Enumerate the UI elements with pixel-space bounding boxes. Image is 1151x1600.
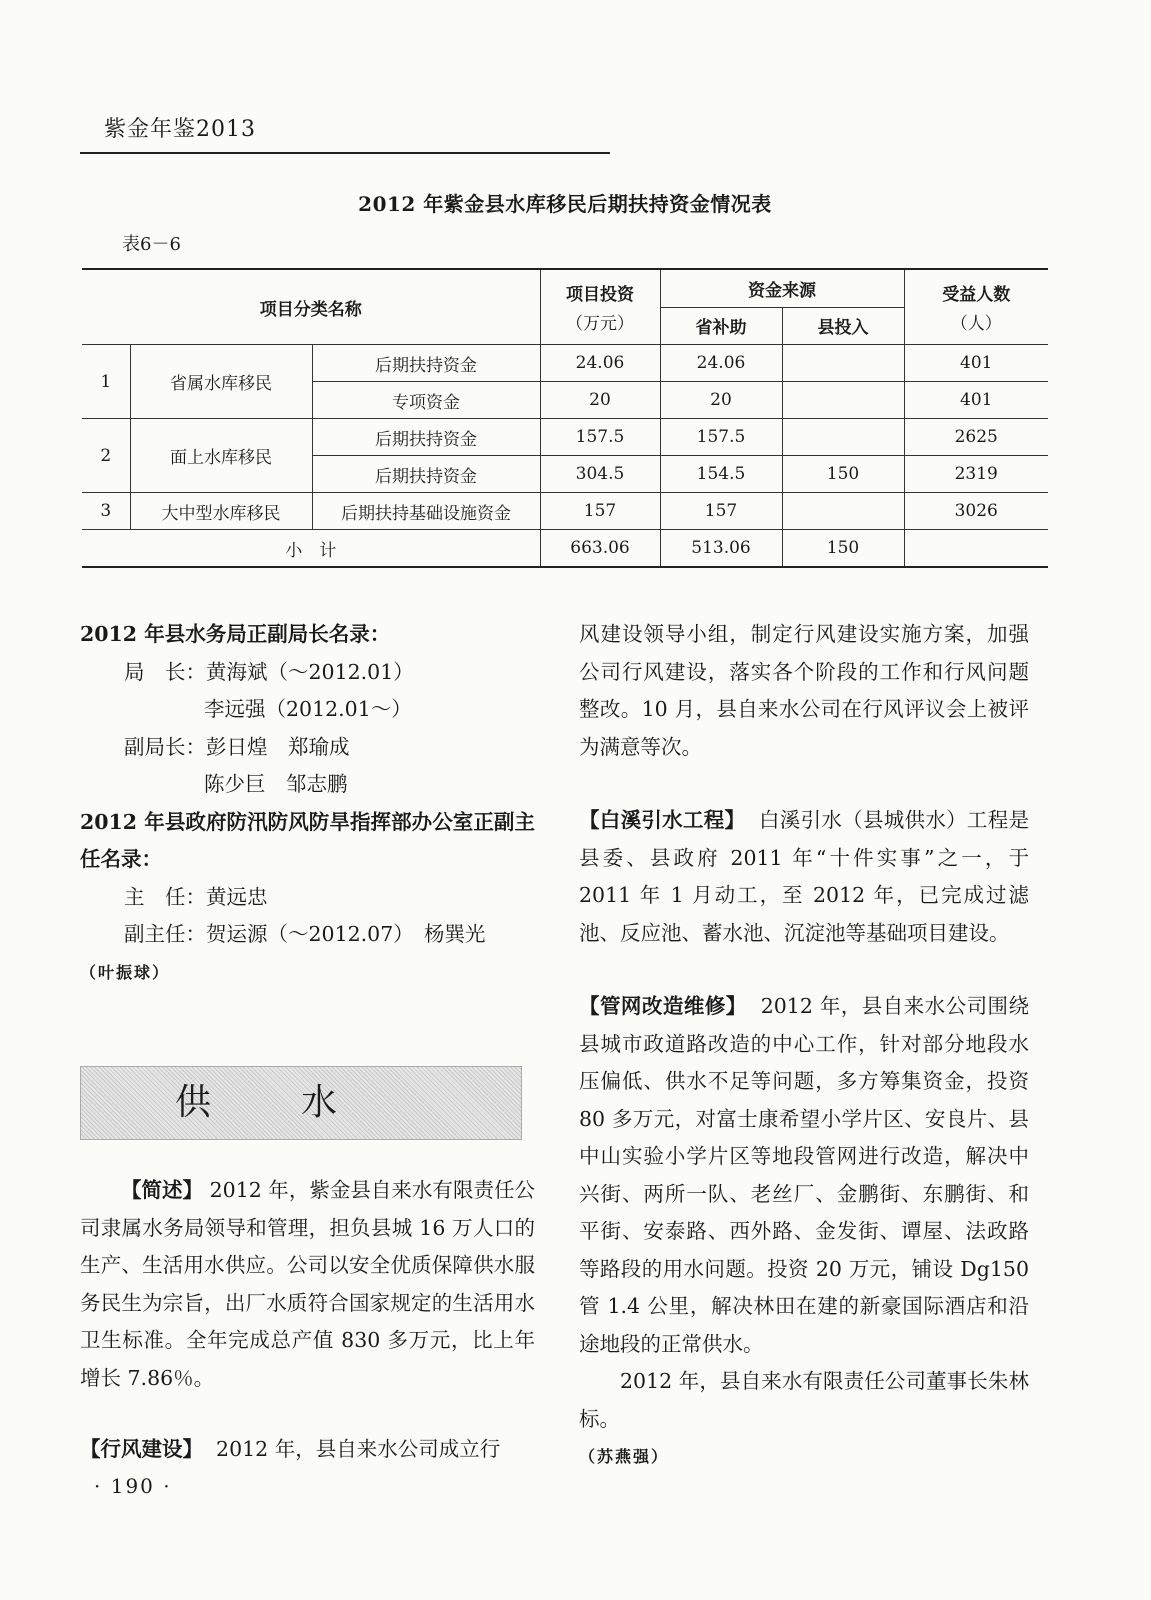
- row-county: [782, 493, 904, 530]
- intro-text: 2012 年，紫金县自来水有限责任公司隶属水务局领导和管理，担负县城 16 万人口的生产、生活用水供应。公司以安全优质保障供水服务民生为宗旨，出厂水质符合国家规定的生活用水卫生标准。全年完成总产值 830 多万元，比上年增长 7.86％。: [80, 1178, 535, 1390]
- intro-tag: 【简述】: [121, 1178, 204, 1202]
- baixi-paragraph: [579, 802, 1029, 952]
- group-no: 2: [82, 419, 130, 493]
- deputy-line-1: 副局长：彭日煌 郑瑜成: [124, 734, 350, 759]
- total-investment: 663.06: [540, 530, 660, 568]
- left-column-lower: [80, 1172, 535, 1469]
- group-name: 面上水库移民: [130, 419, 312, 493]
- row-beneficiaries: 401: [904, 382, 1048, 419]
- section-banner: 供水: [80, 1066, 522, 1140]
- row-investment: 304.5: [540, 456, 660, 493]
- header-county: 县投入: [782, 307, 904, 345]
- row-beneficiaries: 2625: [904, 419, 1048, 456]
- flood-heading: 2012 年县政府防汛防风防旱指挥部办公室正副主任名录：: [80, 809, 535, 871]
- row-beneficiaries: 401: [904, 345, 1048, 382]
- header-category: 项目分类名称: [82, 269, 540, 345]
- group-no: 3: [82, 493, 130, 530]
- bureau-heading: 2012 年县水务局正副局长名录：: [80, 622, 391, 646]
- row-beneficiaries: 2319: [904, 456, 1048, 493]
- row-county: [782, 382, 904, 419]
- conduct-tag: 【行风建设】: [80, 1437, 203, 1461]
- table-row: [82, 345, 1048, 382]
- total-label: 小 计: [82, 530, 540, 568]
- conduct-paragraph: [80, 1431, 535, 1469]
- row-investment: 157.5: [540, 419, 660, 456]
- baixi-text: 白溪引水（县城供水）工程是县委、县政府 2011 年“十件实事”之一，于 2011 年 1 月动工，至 2012 年，已完成过滤池、反应池、蓄水池、沉淀池等基础项目建设。: [579, 808, 1030, 945]
- row-provincial: 154.5: [660, 456, 782, 493]
- chairman-paragraph: 2012 年，县自来水有限责任公司董事长朱林标。: [579, 1369, 1029, 1431]
- deputy-line-2: 陈少巨 邹志鹏: [204, 772, 348, 796]
- row-provincial: 157: [660, 493, 782, 530]
- total-provincial: 513.06: [660, 530, 782, 568]
- signature-1: （叶振球）: [80, 962, 171, 982]
- group-no: 1: [82, 345, 130, 419]
- vice-line: 副主任：贺运源（～2012.07） 杨巽光: [124, 922, 486, 946]
- total-beneficiaries: [904, 530, 1048, 568]
- row-provincial: 157.5: [660, 419, 782, 456]
- table-label: 表6－6: [122, 234, 181, 255]
- chief-line: 主 任：黄远忠: [124, 884, 268, 909]
- header-beneficiaries-label: 受益人数: [942, 285, 1011, 305]
- page-number: · 190 ·: [94, 1474, 172, 1498]
- pipe-paragraph: [579, 988, 1029, 1363]
- row-beneficiaries: 3026: [904, 493, 1048, 530]
- row-provincial: 20: [660, 382, 782, 419]
- group-name: 省属水库移民: [130, 345, 312, 419]
- table-row: [82, 419, 1048, 456]
- table-total-row: [82, 530, 1048, 568]
- running-header: 紫金年鉴2013: [104, 117, 256, 142]
- header-investment-unit: （万元）: [566, 314, 634, 334]
- pipe-text: 2012 年，县自来水公司围绕县城市政道路改造的中心工作，针对部分地段水压偏低、供水不足等问题，多方筹集资金，投资 80 多万元，对富士康希望小学片区、安良片、县中山实验小学片区等地段管网进行改造，解决中兴街、两所一队、老丝厂、金鹏街、东鹏街、和平街、安泰路、西外路、金发街、谭屋、法政路等路段的用水问题。投资 20 万元，铺设 Dg150 管 1.4 公里，解决林田在建的新豪国际酒店和沿途地段的正常供水。: [579, 994, 1030, 1356]
- header-provincial: 省补助: [660, 307, 782, 345]
- row-county: [782, 345, 904, 382]
- fund-table: [82, 268, 1048, 568]
- row-investment: 157: [540, 493, 660, 530]
- total-county: 150: [782, 530, 904, 568]
- left-column: [80, 616, 535, 991]
- table-row: [82, 493, 1048, 530]
- row-provincial: 24.06: [660, 345, 782, 382]
- director-line-2: 李远强（2012.01～）: [204, 697, 412, 721]
- baixi-tag: 【白溪引水工程】: [579, 808, 746, 832]
- conduct-continued: 风建设领导小组，制定行风建设实施方案，加强公司行风建设，落实各个阶段的工作和行风问题整改。10 月，县自来水公司在行风评议会上被评为满意等次。: [579, 622, 1029, 759]
- intro-paragraph: [80, 1172, 535, 1397]
- director-line-1: 局 长：黄海斌（～2012.01）: [124, 659, 414, 684]
- row-item: 后期扶持资金: [312, 419, 540, 456]
- row-item: 专项资金: [312, 382, 540, 419]
- header-beneficiaries-unit: （人）: [950, 314, 1002, 334]
- pipe-tag: 【管网改造维修】: [579, 994, 747, 1018]
- right-column: [579, 616, 1029, 1476]
- table-title: 2012 年紫金县水库移民后期扶持资金情况表: [358, 192, 772, 216]
- row-item: 后期扶持资金: [312, 456, 540, 493]
- row-item: 后期扶持基础设施资金: [312, 493, 540, 530]
- row-investment: 20: [540, 382, 660, 419]
- header-source: 资金来源: [660, 269, 904, 307]
- row-county: [782, 419, 904, 456]
- row-county: 150: [782, 456, 904, 493]
- header-beneficiaries: [904, 269, 1048, 345]
- header-investment: [540, 269, 660, 345]
- header-investment-label: 项目投资: [566, 285, 634, 305]
- signature-2: （苏燕强）: [579, 1447, 670, 1466]
- header-rule: [80, 152, 610, 154]
- table-header-row: [82, 269, 1048, 307]
- group-name: 大中型水库移民: [130, 493, 312, 530]
- row-item: 后期扶持资金: [312, 345, 540, 382]
- row-investment: 24.06: [540, 345, 660, 382]
- conduct-text: 2012 年，县自来水公司成立行: [216, 1437, 501, 1461]
